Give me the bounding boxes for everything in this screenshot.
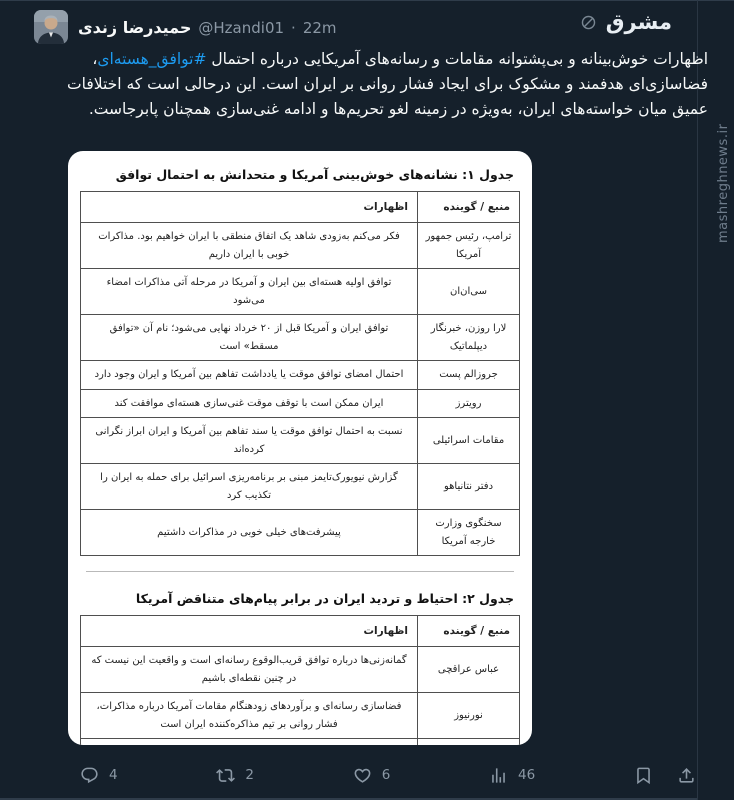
reply-button[interactable] <box>80 766 118 785</box>
table-2 <box>80 615 520 745</box>
statement-cell: فضاسازی رسانه‌ای و برآوردهای زودهنگام مقامات آمریکا درباره مذاکرات، فشار روانی بر تیم مذاکره‌کننده ایران است <box>81 693 418 739</box>
source-header: منبع / گوینده <box>418 192 520 223</box>
source-header: منبع / گوینده <box>418 616 520 647</box>
views-icon <box>489 766 508 785</box>
table-row <box>81 464 520 510</box>
table-1-title: جدول ۱: نشانه‌های خوش‌بینی آمریکا و متحدانش به احتمال توافق <box>115 167 514 182</box>
source-cell: رویترز <box>418 389 520 418</box>
watermark-url: mashreghnews.ir <box>716 123 731 243</box>
bookmark-button[interactable] <box>634 766 653 785</box>
statement-cell: احتمال امضای توافق موقت یا یادداشت تفاهم بین آمریکا و ایران وجود دارد <box>81 361 418 390</box>
table-row <box>81 418 520 464</box>
views-button[interactable] <box>489 766 535 785</box>
source-cell <box>418 739 520 746</box>
table-row <box>81 693 520 739</box>
tweet-top-divider <box>0 0 734 1</box>
tweet-text-after: ، فضاسازی‌ای هدفمند و مشکوک برای ایجاد فشار روانی بر ایران است. این درحالی است که اختلافات عمیق میان خواسته‌های ایران، به‌ویژه در زمینه لغو تحریم‌ها و ادامه غنی‌سازی همچنان پابرجاست. <box>67 50 708 118</box>
statement-cell: پیشرفت‌های خیلی خوبی در مذاکرات داشتیم <box>81 510 418 556</box>
tweet-text <box>60 47 708 122</box>
meta-separator: · <box>291 18 296 37</box>
statements-header: اظهارات <box>81 616 418 647</box>
source-cell: عباس عراقچی <box>418 647 520 693</box>
tables-divider <box>86 571 514 572</box>
author-name[interactable]: حمیدرضا زندی <box>78 17 192 37</box>
table-row <box>81 510 520 556</box>
hashtag-link[interactable]: #توافق_هسته‌ای <box>97 50 207 68</box>
table-row <box>81 739 520 746</box>
reply-count: 4 <box>109 767 118 783</box>
table-row <box>81 223 520 269</box>
share-button[interactable] <box>677 766 696 785</box>
statement-cell: گزارش نیویورک‌تایمز مبنی بر برنامه‌ریزی اسرائیل برای حمله به ایران را تکذیب کرد <box>81 464 418 510</box>
statement-cell: ایران ممکن است با توقف موقت غنی‌سازی هسته‌ای موافقت کند <box>81 389 418 418</box>
statement-cell: توافق ایران و آمریکا قبل از ۲۰ خرداد نهایی می‌شود؛ نام آن «توافق مسقط» است <box>81 315 418 361</box>
table-row <box>81 361 520 390</box>
retweet-icon <box>216 766 235 785</box>
like-count: 6 <box>381 767 391 783</box>
mashregh-logo-text: مشرق <box>605 10 672 34</box>
table-block-2 <box>80 585 520 745</box>
source-cell: سی‌ان‌ان <box>418 269 520 315</box>
statement-cell <box>81 739 418 746</box>
tweet-text-before: اظهارات خوش‌بینانه و بی‌پشتوانه مقامات و رسانه‌های آمریکایی درباره احتمال <box>206 50 708 68</box>
statement-cell: گمانه‌زنی‌ها درباره توافق قریب‌الوقوع رسانه‌ای است و واقعیت این نیست که در چنین نقطه‌ای باشیم <box>81 647 418 693</box>
views-count: 46 <box>518 767 536 783</box>
source-cell: ترامپ، رئیس جمهور آمریکا <box>418 223 520 269</box>
mashregh-brand <box>580 10 672 34</box>
avatar-photo <box>34 10 68 44</box>
tweet-action-bar <box>80 756 696 794</box>
like-icon <box>353 766 372 785</box>
retweet-button[interactable] <box>216 766 254 785</box>
statements-header: اظهارات <box>81 192 418 223</box>
avatar[interactable] <box>34 10 68 44</box>
source-cell: سخنگوی وزارت خارجه آمریکا <box>418 510 520 556</box>
source-cell: نورنیوز <box>418 693 520 739</box>
source-cell: لارا روزن، خبرنگار دیپلماتیک <box>418 315 520 361</box>
share-icon <box>677 766 696 785</box>
source-cell: مقامات اسرائیلی <box>418 418 520 464</box>
bookmark-icon <box>634 766 653 785</box>
circle-slash-icon <box>580 14 597 31</box>
table-row <box>81 315 520 361</box>
like-button[interactable] <box>353 766 391 785</box>
statement-cell: فکر می‌کنم به‌زودی شاهد یک اتفاق منطقی با ایران خواهیم بود. مذاکرات خوبی با ایران داریم <box>81 223 418 269</box>
source-cell: دفتر نتانیاهو <box>418 464 520 510</box>
author-handle[interactable]: @Hzandi01 <box>198 18 285 37</box>
statement-cell: توافق اولیه هسته‌ای بین ایران و آمریکا در مرحله آتی مذاکرات امضاء می‌شود <box>81 269 418 315</box>
tweet-timestamp[interactable]: 22m <box>302 18 337 37</box>
table-row <box>81 269 520 315</box>
table-row <box>81 647 520 693</box>
table-block-1 <box>80 161 520 556</box>
table-1 <box>80 191 520 556</box>
reply-icon <box>80 766 99 785</box>
table-2-title: جدول ۲: احتیاط و تردید ایران در برابر پیام‌های متناقض آمریکا <box>135 591 514 606</box>
retweet-count: 2 <box>245 767 254 783</box>
tweet-header <box>34 8 700 46</box>
table-row <box>81 389 520 418</box>
statement-cell: نسبت به احتمال توافق موقت یا سند تفاهم بین آمریکا و ایران ابراز نگرانی کرده‌اند <box>81 418 418 464</box>
secondary-actions <box>634 766 696 785</box>
source-cell: جروزالم پست <box>418 361 520 390</box>
tweet-image[interactable] <box>68 151 532 745</box>
